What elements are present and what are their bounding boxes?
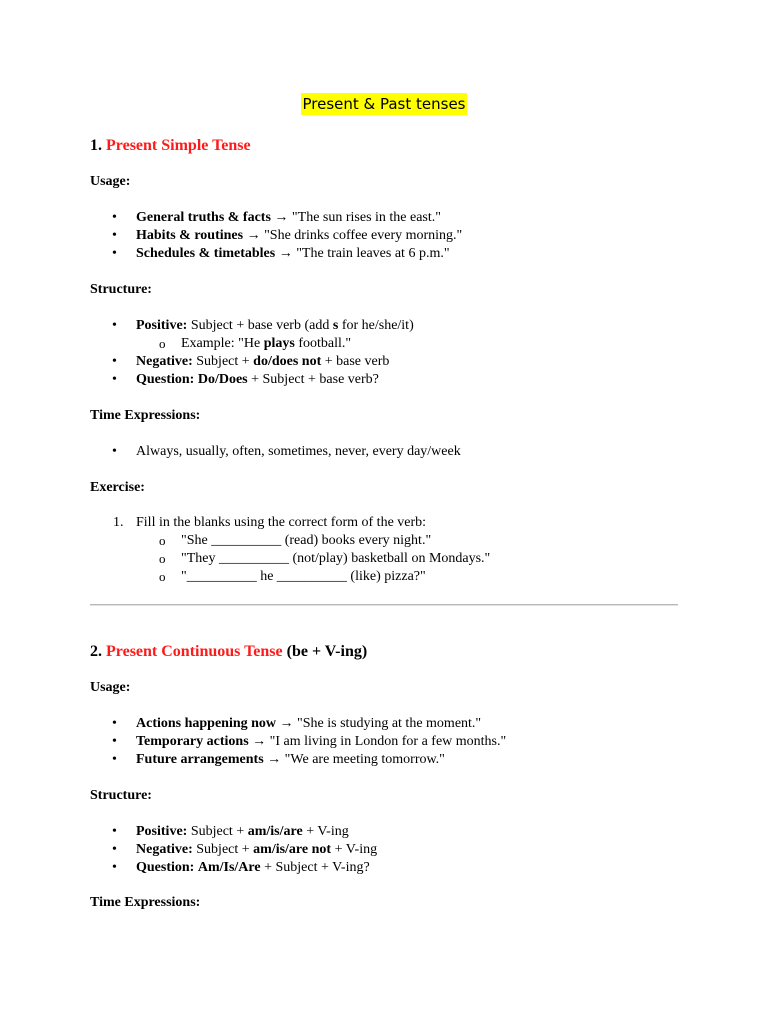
bullet: • [112, 716, 117, 731]
section-2-usage-label: Usage: [90, 680, 131, 695]
exercise-instruction: Fill in the blanks using the correct form of the verb: [136, 515, 427, 530]
exercise-item: "She __________ (read) books every night." [181, 533, 432, 548]
bullet: • [112, 752, 117, 767]
bullet: • [112, 860, 117, 875]
section-1-time-label: Time Expressions: [90, 408, 201, 423]
section-1-heading [90, 136, 251, 156]
bullet: • [112, 246, 117, 261]
section-1-number: 1. [90, 137, 102, 154]
exercise-item: "They __________ (not/play) basketball on Mondays." [181, 551, 491, 566]
usage-item: General truths & facts → "The sun rises in the east." [136, 210, 441, 225]
structure-positive: Positive: Subject + am/is/are + V-ing [136, 824, 349, 839]
sub-bullet: o [159, 336, 166, 351]
structure-question: Question: Am/Is/Are + Subject + V-ing? [136, 860, 370, 875]
bullet: • [112, 318, 117, 333]
page-title: Present & Past tenses [302, 95, 466, 113]
section-2-heading [90, 642, 367, 662]
section-2-title-suffix: (be + V-ing) [286, 643, 368, 660]
section-2-number: 2. [90, 643, 102, 660]
structure-negative: Negative: Subject + do/does not + base verb [136, 354, 390, 369]
sub-bullet: o [159, 569, 166, 584]
bullet: • [112, 372, 117, 387]
section-2-structure-label: Structure: [90, 788, 152, 803]
bullet: • [112, 444, 117, 459]
horizontal-divider [90, 604, 678, 606]
structure-negative: Negative: Subject + am/is/are not + V-ing [136, 842, 378, 857]
section-1-structure-label: Structure: [90, 282, 152, 297]
structure-example: Example: "He plays football." [181, 336, 352, 351]
section-1-title: Present Simple Tense [106, 137, 251, 154]
bullet: • [112, 354, 117, 369]
structure-question: Question: Do/Does + Subject + base verb? [136, 372, 379, 387]
usage-item: Temporary actions → "I am living in London for a few months." [136, 734, 507, 749]
bullet: • [112, 734, 117, 749]
exercise-number: 1. [113, 515, 124, 530]
usage-item: Schedules & timetables → "The train leaves at 6 p.m." [136, 246, 450, 261]
sub-bullet: o [159, 533, 166, 548]
structure-positive: Positive: Subject + base verb (add s for he/she/it) [136, 318, 414, 333]
usage-item: Habits & routines → "She drinks coffee every morning." [136, 228, 463, 243]
exercise-item: "__________ he __________ (like) pizza?" [181, 569, 426, 584]
section-1-usage-label: Usage: [90, 174, 131, 189]
usage-item: Actions happening now → "She is studying at the moment." [136, 716, 482, 731]
section-2-time-label: Time Expressions: [90, 895, 201, 910]
bullet: • [112, 824, 117, 839]
title-row [0, 93, 768, 115]
bullet: • [112, 210, 117, 225]
bullet: • [112, 228, 117, 243]
bullet: • [112, 842, 117, 857]
section-1-exercise-label: Exercise: [90, 480, 145, 495]
sub-bullet: o [159, 551, 166, 566]
time-expressions: Always, usually, often, sometimes, never, every day/week [136, 444, 461, 459]
usage-item: Future arrangements → "We are meeting tomorrow." [136, 752, 445, 767]
section-2-title: Present Continuous Tense [106, 643, 283, 660]
